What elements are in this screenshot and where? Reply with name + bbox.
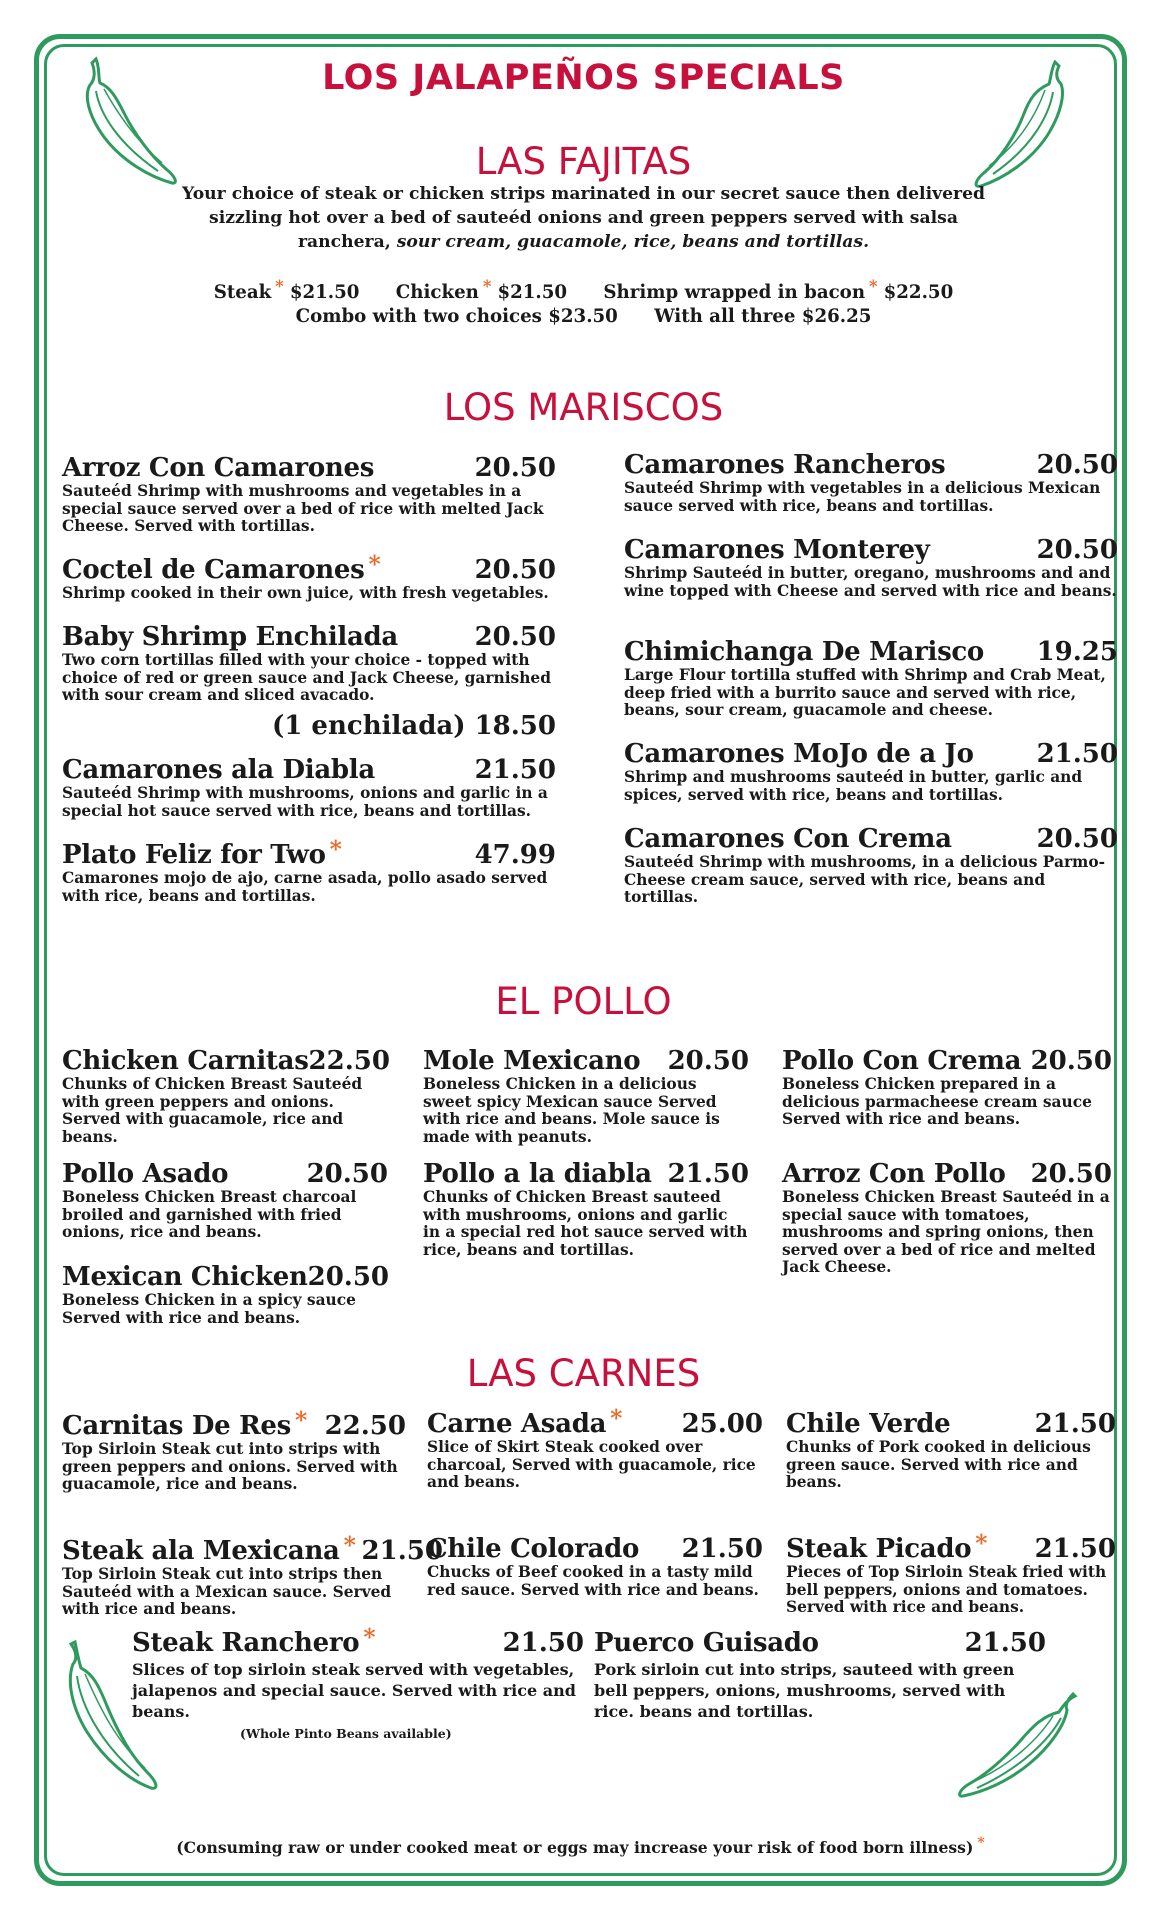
menu-item bbox=[62, 1263, 388, 1327]
item-description: Top Sirloin Steak cut into strips with green peppers and onions. Served with guacamole, rice and beans. bbox=[62, 1440, 398, 1493]
section-heading-pollo: EL POLLO bbox=[495, 980, 672, 1023]
item-name: Carne Asada bbox=[427, 1409, 607, 1439]
item-description: Boneless Chicken prepared in a delicious parmacheese cream sauce Served with rice and beans. bbox=[782, 1075, 1092, 1128]
menu-item bbox=[132, 1623, 584, 1741]
star-marker: * bbox=[329, 835, 342, 863]
item-price: 20.50 bbox=[1036, 824, 1118, 854]
item-price: 20.50 bbox=[1030, 1046, 1112, 1076]
item-name: Camarones Monterey bbox=[624, 535, 930, 565]
menu-item bbox=[62, 835, 556, 905]
fajitas-all-three-price: $26.25 bbox=[801, 306, 872, 327]
menu-item bbox=[786, 1410, 1116, 1492]
item-price: 20.50 bbox=[1036, 535, 1118, 565]
item-price: 47.99 bbox=[474, 840, 556, 870]
item-price: 21.50 bbox=[474, 755, 556, 785]
star-marker: * bbox=[977, 1835, 985, 1851]
menu-item bbox=[782, 1160, 1112, 1277]
star-marker: * bbox=[295, 1406, 307, 1434]
item-name: Carnitas De Res bbox=[62, 1411, 291, 1441]
item-price: 25.00 bbox=[681, 1409, 763, 1439]
item-name: Pollo Asado bbox=[62, 1159, 229, 1189]
menu-item bbox=[62, 1531, 443, 1619]
item-description: Slice of Skirt Steak cooked over charcoal, Served with guacamole, rice and beans. bbox=[427, 1438, 756, 1491]
menu-item bbox=[786, 1529, 1116, 1617]
page-title: LOS JALAPEÑOS SPECIALS bbox=[322, 58, 845, 98]
fajitas-price-label: Steak bbox=[213, 282, 272, 303]
beans-note: (Whole Pinto Beans available) bbox=[240, 1726, 452, 1741]
menu-item bbox=[62, 454, 556, 536]
fajitas-all-three-label: With all three bbox=[654, 306, 796, 327]
item-price: 20.50 bbox=[667, 1046, 749, 1076]
fajitas-price-label: Shrimp wrapped in bacon bbox=[603, 282, 866, 303]
section-heading-fajitas: LAS FAJITAS bbox=[475, 140, 692, 183]
item-name: Camarones ala Diabla bbox=[62, 755, 375, 785]
star-marker: * bbox=[975, 1529, 988, 1557]
item-price: 20.50 bbox=[306, 1159, 388, 1189]
item-description: Shrimp Sauteéd in butter, oregano, mushrooms and and wine topped with Cheese and served with rice and beans. bbox=[624, 564, 1117, 600]
menu-item bbox=[427, 1404, 763, 1492]
item-name: Camarones Rancheros bbox=[624, 450, 946, 480]
item-description: Large Flour tortilla stuffed with Shrimp and Crab Meat, deep fried with a burrito sauce and served with rice, beans, sour cream, guacamole and cheese. bbox=[624, 666, 1106, 719]
item-description: Pieces of Top Sirloin Steak fried with bell peppers, onions and tomatoes. Served with rice and beans. bbox=[786, 1563, 1107, 1616]
fajitas-combo-price: $23.50 bbox=[548, 306, 618, 327]
food-safety-disclaimer bbox=[0, 1835, 1167, 1857]
item-name: Chile Colorado bbox=[427, 1534, 640, 1564]
item-name: Steak Picado bbox=[786, 1534, 972, 1564]
fajitas-description-text: Your choice of steak or chicken strips marinated in our secret sauce then delivered sizzling hot over a bed of sauteéd onions and green peppers served with salsa ranchera, bbox=[181, 184, 986, 252]
item-description: Boneless Chicken in a spicy sauce Served with rice and beans. bbox=[62, 1291, 356, 1327]
menu-item bbox=[62, 1047, 388, 1146]
item-name: Puerco Guisado bbox=[594, 1628, 819, 1658]
item-name: Chimichanga De Marisco bbox=[624, 637, 984, 667]
item-name: Camarones MoJo de a Jo bbox=[624, 739, 974, 769]
item-name: Plato Feliz for Two bbox=[62, 840, 326, 870]
item-name: Baby Shrimp Enchilada bbox=[62, 622, 398, 652]
menu-item bbox=[624, 451, 1118, 515]
item-price: 21.50 bbox=[1034, 1409, 1116, 1439]
menu-item bbox=[594, 1629, 1046, 1722]
menu-item bbox=[62, 550, 556, 603]
item-name: Coctel de Camarones bbox=[62, 555, 365, 585]
star-marker: * bbox=[368, 550, 381, 578]
item-description: Chunks of Chicken Breast Sauteéd with green peppers and onions. Served with guacamole, rice and beans. bbox=[62, 1075, 363, 1146]
item-price: 20.50 bbox=[1030, 1159, 1112, 1189]
item-name: Arroz Con Camarones bbox=[62, 453, 375, 483]
section-heading-mariscos: LOS MARISCOS bbox=[443, 386, 724, 429]
item-name: Pollo a la diabla bbox=[423, 1159, 652, 1189]
item-name: Chicken Carnitas bbox=[62, 1046, 309, 1076]
fajitas-price-line-1 bbox=[0, 277, 1167, 303]
item-description: Boneless Chicken Breast Sauteéd in a special sauce with tomatoes, mushrooms and spring onions, then served over a bed of rice and melted Jack Cheese. bbox=[782, 1188, 1110, 1276]
menu-item bbox=[423, 1047, 749, 1146]
item-price: 21.50 bbox=[681, 1534, 763, 1564]
fajitas-description-italic: sour cream, guacamole, rice, beans and tortillas. bbox=[396, 232, 870, 252]
item-price: 21.50 bbox=[1034, 1534, 1116, 1564]
item-description: Chucks of Beef cooked in a tasty mild red sauce. Served with rice and beans. bbox=[427, 1563, 759, 1599]
menu-item bbox=[62, 623, 556, 741]
item-description: Sauteéd Shrimp with mushrooms and vegetables in a special sauce served over a bed of rice with melted Jack Cheese. Served with tortillas. bbox=[62, 482, 544, 535]
fajitas-price-line-2 bbox=[0, 306, 1167, 327]
menu-item bbox=[62, 1406, 406, 1494]
menu-item bbox=[62, 756, 556, 820]
disclaimer-text: (Consuming raw or under cooked meat or eggs may increase your risk of food born illness) bbox=[176, 1838, 974, 1857]
fajitas-description bbox=[170, 182, 997, 254]
item-price: 22.50 bbox=[308, 1046, 390, 1076]
item-name: Camarones Con Crema bbox=[624, 824, 952, 854]
item-extra-price: (1 enchilada) 18.50 bbox=[271, 710, 556, 741]
item-description: Chunks of Pork cooked in delicious green sauce. Served with rice and beans. bbox=[786, 1438, 1091, 1491]
item-description: Top Sirloin Steak cut into strips then Sauteéd with a Mexican sauce. Served with rice and beans. bbox=[62, 1565, 392, 1618]
item-description: Shrimp cooked in their own juice, with fresh vegetables. bbox=[62, 584, 549, 602]
fajitas-price-label: Chicken bbox=[395, 282, 479, 303]
item-name: Pollo Con Crema bbox=[782, 1046, 1022, 1076]
menu-item bbox=[624, 536, 1118, 600]
item-description: Two corn tortillas filled with your choice - topped with choice of red or green sauce and Jack Cheese, garnished with sour cream and sliced avacado. bbox=[62, 651, 551, 704]
item-price: 21.50 bbox=[1036, 739, 1118, 769]
item-description: Boneless Chicken in a delicious sweet spicy Mexican sauce Served with rice and beans. Mole sauce is made with peanuts. bbox=[423, 1075, 720, 1146]
menu-item bbox=[782, 1047, 1112, 1129]
item-price: 22.50 bbox=[324, 1411, 406, 1441]
menu-item bbox=[423, 1160, 749, 1259]
item-description: Boneless Chicken Breast charcoal broiled and garnished with fried onions, rice and beans. bbox=[62, 1188, 357, 1241]
section-heading-carnes: LAS CARNES bbox=[466, 1352, 701, 1395]
star-marker: * bbox=[482, 277, 492, 296]
item-description: Camarones mojo de ajo, carne asada, pollo asado served with rice, beans and tortillas. bbox=[62, 869, 548, 905]
item-price: 20.50 bbox=[474, 622, 556, 652]
item-price: 19.25 bbox=[1036, 637, 1118, 667]
star-marker: * bbox=[275, 277, 284, 296]
fajitas-combo-label: Combo with two choices bbox=[295, 306, 542, 327]
item-name: Steak ala Mexicana bbox=[62, 1536, 340, 1566]
item-price: 20.50 bbox=[307, 1262, 390, 1292]
item-price: 21.50 bbox=[964, 1628, 1046, 1658]
fajitas-price-value: $21.50 bbox=[497, 282, 568, 303]
menu-item bbox=[62, 1160, 388, 1242]
item-name: Mole Mexicano bbox=[423, 1046, 641, 1076]
item-price: 20.50 bbox=[1036, 450, 1118, 480]
item-price: 21.50 bbox=[502, 1628, 584, 1658]
item-description: Sauteéd Shrimp with mushrooms, in a delicious Parmo-Cheese cream sauce, served with rice, beans and tortillas. bbox=[624, 853, 1105, 906]
item-price: 21.50 bbox=[667, 1159, 749, 1189]
item-description: Sauteéd Shrimp with mushrooms, onions and garlic in a special hot sauce served with rice, beans and tortillas. bbox=[62, 784, 548, 820]
item-name: Chile Verde bbox=[786, 1409, 951, 1439]
menu-item bbox=[427, 1535, 763, 1599]
menu-item bbox=[624, 638, 1118, 720]
star-marker: * bbox=[869, 277, 878, 296]
star-marker: * bbox=[363, 1623, 376, 1651]
item-description: Sauteéd Shrimp with vegetables in a delicious Mexican sauce served with rice, beans and tortillas. bbox=[624, 479, 1101, 515]
item-description: Chunks of Chicken Breast sauteed with mushrooms, onions and garlic in a special red hot sauce served with rice, beans and tortillas. bbox=[423, 1188, 748, 1259]
item-name: Mexican Chicken bbox=[62, 1262, 308, 1292]
star-marker: * bbox=[610, 1404, 623, 1432]
star-marker: * bbox=[343, 1531, 356, 1559]
item-price: 20.50 bbox=[474, 555, 556, 585]
menu-item bbox=[624, 825, 1118, 907]
fajitas-price-value: $21.50 bbox=[289, 282, 360, 303]
item-description: Slices of top sirloin steak served with vegetables, jalapenos and special sauce. Served with rice and beans. bbox=[132, 1660, 576, 1721]
item-description: Shrimp and mushrooms sauteéd in butter, garlic and spices, served with rice, beans and tortillas. bbox=[624, 768, 1083, 804]
fajitas-price-value: $22.50 bbox=[883, 282, 954, 303]
item-price: 21.50 bbox=[361, 1536, 443, 1566]
item-price: 20.50 bbox=[474, 453, 556, 483]
item-description: Pork sirloin cut into strips, sauteed with green bell peppers, onions, mushrooms, served with rice. beans and tortillas. bbox=[594, 1660, 1015, 1721]
item-name: Steak Ranchero bbox=[132, 1628, 360, 1658]
menu-item bbox=[624, 740, 1118, 804]
item-name: Arroz Con Pollo bbox=[782, 1159, 1006, 1189]
